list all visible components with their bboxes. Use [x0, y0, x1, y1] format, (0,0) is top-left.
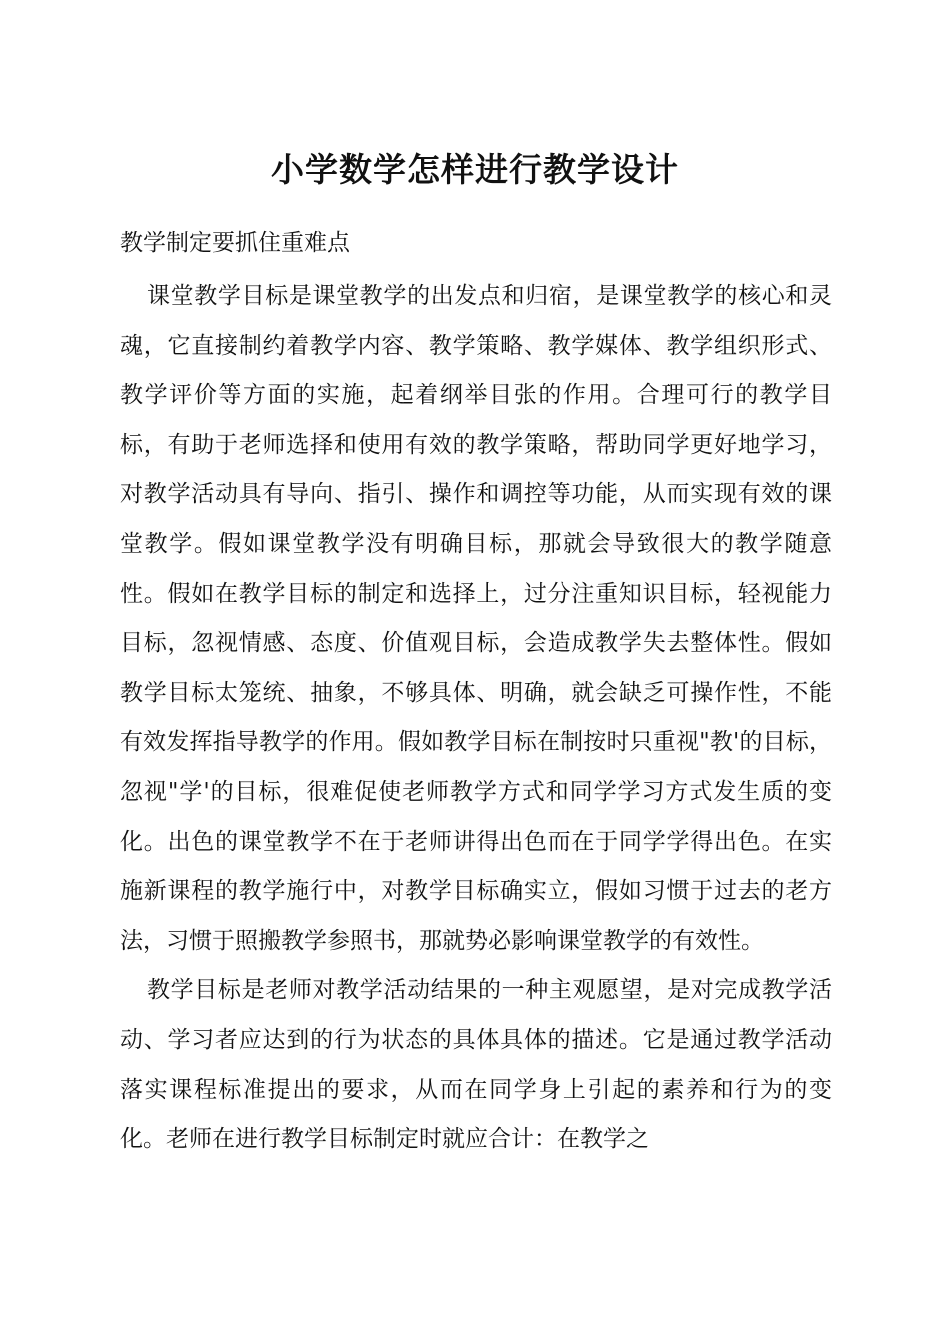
- document-body: [120, 272, 832, 1165]
- paragraph-1: 课堂教学目标是课堂教学的出发点和归宿，是课堂教学的核心和灵魂，它直接制约着教学内容、教学策略、教学媒体、教学组织形式、教学评价等方面的实施，起着纲举目张的作用。合理可行的教学目标，有助于老师选择和使用有效的教学策略，帮助同学更好地学习，对教学活动具有导向、指引、操作和调控等功能，从而实现有效的课堂教学。假如课堂教学没有明确目标，那就会导致很大的教学随意性。假如在教学目标的制定和选择上，过分注重知识目标，轻视能力目标，忽视情感、态度、价值观目标，会造成教学失去整体性。假如教学目标太笼统、抽象，不够具体、明确，就会缺乏可操作性，不能有效发挥指导教学的作用。假如教学目标在制按时只重视"教'的目标，忽视"学'的目标，很难促使老师教学方式和同学学习方式发生质的变化。出色的课堂教学不在于老师讲得出色而在于同学学得出色。在实施新课程的教学施行中，对教学目标确实立，假如习惯于过去的老方法，习惯于照搬教学参照书，那就势必影响课堂教学的有效性。: [120, 283, 832, 954]
- section-heading: 教学制定要抓住重难点: [120, 230, 350, 256]
- document-title: 小学数学怎样进行教学设计: [271, 150, 679, 189]
- paragraph-2: 教学目标是老师对教学活动结果的一种主观愿望，是对完成教学活动、学习者应达到的行为状态的具体具体的描述。它是通过教学活动落实课程标准提出的要求，从而在同学身上引起的素养和行为的变化。老师在进行教学目标制定时就应合计：在教学之: [120, 977, 832, 1153]
